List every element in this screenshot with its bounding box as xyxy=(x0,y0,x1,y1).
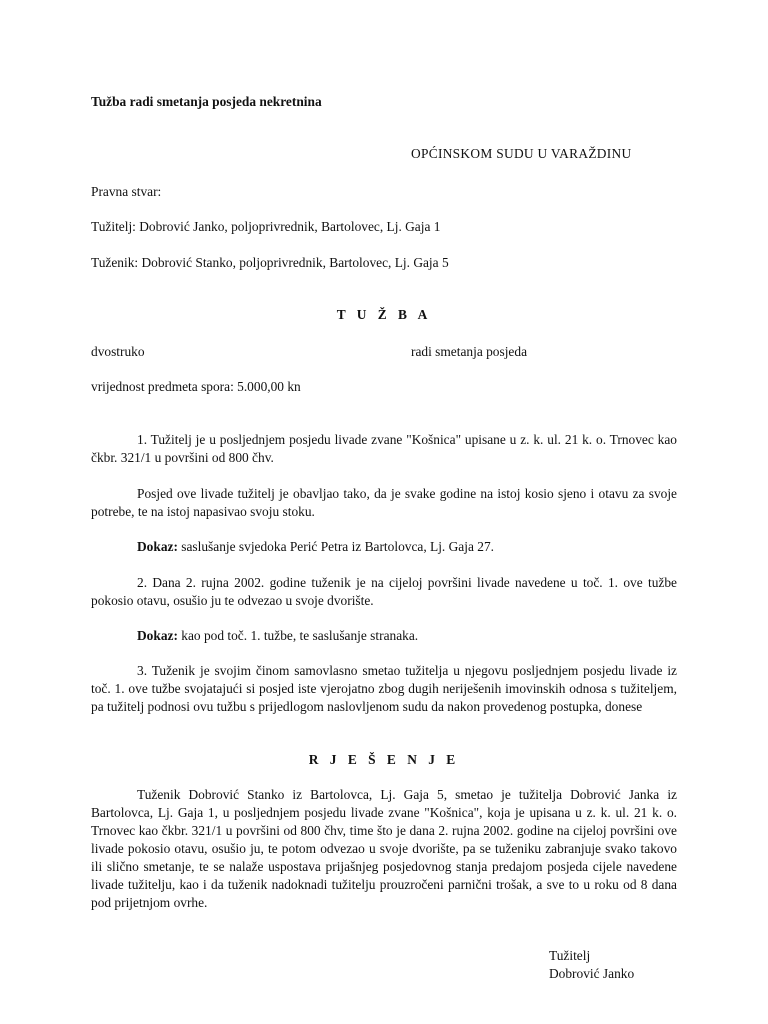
evidence-1 xyxy=(91,538,677,556)
dispute-value: vrijednost predmeta spora: 5.000,00 kn xyxy=(91,379,301,394)
plaintiff-line: Tužitelj: Dobrović Janko, poljoprivrednik, Bartolovec, Lj. Gaja 1 xyxy=(91,219,441,234)
ruling-paragraph: Tuženik Dobrović Stanko iz Bartolovca, Lj. Gaja 5, smetao je tužitelja Dobrović Janka iz Bartolovca, Lj. Gaja 1, u posljednjem posjedu livade zvane "Košnica", koja je upisana u z. k. ul. 21 k. o. Trnovec kao čkbr. 321/1 u površini od 800 čhv, time što je dana 2. rujna 2002. godine na cijeloj površini ove livade pokosio otavu, osušio ju, te potom odvezao u svoje dvorište, pa se tuženiku zabranjuje svako takovo ili slično smetanje, te se nalaže uspostava prijašnjeg posjedovnog stanja predajom posjeda cijele navedene livade tužitelju, kao i da tuženik nadoknadi tužitelju prouzročeni parnični trošak, a sve to u roku od 8 dana pod prijetnjom ovrhe. xyxy=(91,787,677,910)
evidence-label: Dokaz: xyxy=(137,628,178,643)
legal-matter-label: Pravna stvar: xyxy=(91,184,162,199)
defendant-line: Tuženik: Dobrović Stanko, poljoprivrednik, Bartolovec, Lj. Gaja 5 xyxy=(91,255,449,270)
evidence-text: kao pod toč. 1. tužbe, te saslušanje stranaka. xyxy=(177,628,419,643)
copies-label: dvostruko xyxy=(91,344,145,359)
heading-rjesenje: R J E Š E N J E xyxy=(308,752,460,767)
paragraph-4: 3. Tuženik je svojim činom samovlasno smetao tužitelja u njegovu posljednjem posjedu livade iz toč. 1. ove tužbe svojatajući si posjed iste vjerojatno zbog dugih neriješenih imovinskih odnosa s tužiteljem, pa tužitelj podnosi ovu tužbu s prijedlogom naslovljenom sudu da nakon provedenog postupka, donese xyxy=(91,663,677,714)
court-addressee: OPĆINSKOM SUDU U VARAŽDINU xyxy=(411,146,632,161)
evidence-text: saslušanje svjedoka Perić Petra iz Bartolovca, Lj. Gaja 27. xyxy=(177,539,494,554)
document-title: Tužba radi smetanja posjeda nekretnina xyxy=(91,94,322,109)
lawsuit-subject: radi smetanja posjeda xyxy=(411,344,528,359)
heading-tuzba: T U Ž B A xyxy=(336,307,432,322)
paragraph-1: 1. Tužitelj je u posljednjem posjedu livade zvane "Košnica" upisane u z. k. ul. 21 k. o. Trnovec kao čkbr. 321/1 u površini od 800 čhv. xyxy=(91,432,677,465)
evidence-2 xyxy=(91,627,677,645)
paragraph-3: 2. Dana 2. rujna 2002. godine tuženik je na cijeloj površini livade navedene u toč. 1. ove tužbe pokosio otavu, osušio ju te odvezao u svoje dvorište. xyxy=(91,575,677,608)
paragraph-2: Posjed ove livade tužitelj je obavljao tako, da je svake godine na istoj kosio sjeno i otavu za svoje potrebe, te na istoj napasivao svoju stoku. xyxy=(91,486,677,519)
signature-role: Tužitelj xyxy=(549,948,591,963)
evidence-label: Dokaz: xyxy=(137,539,178,554)
signature-name: Dobrović Janko xyxy=(549,966,635,981)
